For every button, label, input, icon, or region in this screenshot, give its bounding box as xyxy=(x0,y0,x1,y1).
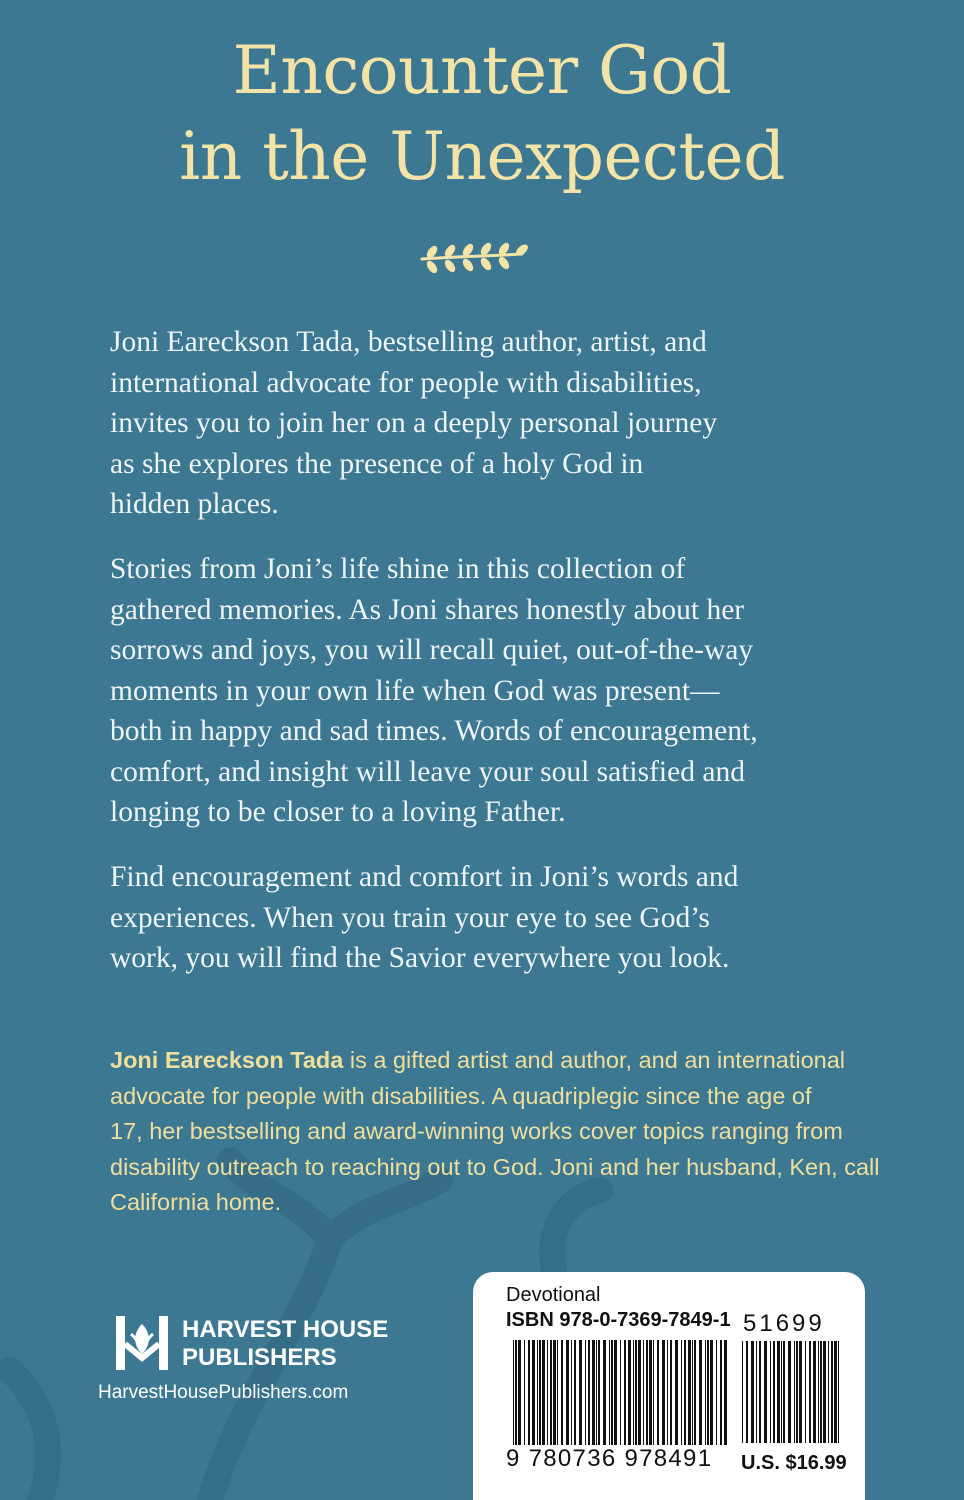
barcode-bar xyxy=(809,1341,811,1443)
barcode-bar xyxy=(598,1340,600,1445)
barcode-bar xyxy=(653,1340,654,1445)
barcode-bar xyxy=(823,1341,826,1443)
barcode-bar xyxy=(566,1340,569,1445)
bio-line: disability outreach to reaching out to God. Joni and her husband, Ken, call xyxy=(110,1153,880,1180)
book-title xyxy=(0,28,964,200)
barcode-bar xyxy=(788,1341,791,1443)
barcode-bar xyxy=(611,1340,613,1445)
barcode-bar xyxy=(542,1340,545,1445)
barcode-bar xyxy=(553,1340,556,1445)
barcode-bar xyxy=(831,1341,833,1443)
barcode-bar xyxy=(603,1340,606,1445)
blurb-line: moments in your own life when God was present— xyxy=(110,674,720,707)
barcode-bar xyxy=(571,1340,572,1445)
barcode-bar xyxy=(756,1341,757,1443)
barcode-bar xyxy=(707,1340,709,1445)
barcode-bar xyxy=(684,1340,686,1445)
publisher-url: HarvestHousePublishers.com xyxy=(98,1382,349,1403)
barcode-bar xyxy=(633,1340,634,1445)
barcode-bar xyxy=(537,1340,538,1445)
blurb-line: work, you will find the Savior everywhere you look. xyxy=(110,942,730,974)
barcode-bar xyxy=(628,1340,631,1445)
barcode-bar xyxy=(746,1341,748,1443)
barcode-bar xyxy=(834,1341,837,1443)
barcode-bar xyxy=(764,1341,767,1443)
blurb-line: gathered memories. As Joni shares honestly about her xyxy=(110,593,745,626)
bio-line-1-text: is a gifted artist and author, and an international xyxy=(343,1047,846,1073)
barcode-bar xyxy=(649,1340,652,1445)
blurb-line: sorrows and joys, you will recall quiet, out-of-the-way xyxy=(110,634,754,666)
barcode-bar xyxy=(796,1341,798,1443)
blurb-line: both in happy and sad times. Words of encouragement, xyxy=(110,715,758,747)
barcode-bar xyxy=(539,1340,541,1445)
bio-line: 17, her bestselling and award-winning works cover topics ranging from xyxy=(110,1118,843,1144)
barcode-bar xyxy=(620,1340,621,1445)
isbn-number: ISBN 978-0-7369-7849-1 xyxy=(506,1309,731,1331)
barcode-addon-number: 51699 xyxy=(743,1310,825,1337)
barcode-bar xyxy=(670,1340,672,1445)
barcode-bar xyxy=(705,1340,706,1445)
blurb-line: Find encouragement and comfort in Joni’s words and xyxy=(110,861,739,893)
barcode-bar xyxy=(596,1340,597,1445)
barcode-bar xyxy=(588,1340,590,1445)
barcode-bar xyxy=(579,1340,582,1445)
barcode-bar xyxy=(638,1340,641,1445)
barcode-bar xyxy=(592,1340,595,1445)
title-line-1: Encounter God xyxy=(232,32,732,109)
barcode-bar xyxy=(557,1340,558,1445)
blurb-line: hidden places. xyxy=(110,488,279,520)
blurb-line: Stories from Joni’s life shine in this collection of xyxy=(110,553,686,585)
barcode-bar xyxy=(770,1341,771,1443)
book-category: Devotional xyxy=(506,1284,601,1306)
barcode-bar xyxy=(710,1340,713,1445)
barcode-bar xyxy=(720,1340,722,1445)
publisher-name-line-2: PUBLISHERS xyxy=(182,1344,337,1371)
book-price: U.S. $16.99 xyxy=(741,1452,847,1474)
blurb-line: as she explores the presence of a holy God in xyxy=(110,447,644,480)
barcode-bar xyxy=(828,1341,829,1443)
barcode-bar xyxy=(694,1340,696,1445)
publisher-name-line-1: HARVEST HOUSE xyxy=(182,1316,389,1343)
blurb-line: experiences. When you train your eye to see God’s xyxy=(110,901,710,934)
leaf-ornament-icon xyxy=(418,242,528,276)
blurb-line: comfort, and insight will leave your soul satisfied and xyxy=(110,755,745,788)
bio-line: California home. xyxy=(110,1189,282,1215)
barcode-bar xyxy=(667,1340,668,1445)
barcode-bar xyxy=(532,1340,535,1445)
blurb-line: international advocate for people with disabilities, xyxy=(110,366,702,399)
barcode-bar xyxy=(675,1340,678,1445)
barcode-bar xyxy=(614,1340,617,1445)
barcode-bar xyxy=(799,1341,802,1443)
barcode-bar xyxy=(794,1341,795,1443)
barcode-bar xyxy=(515,1340,517,1445)
barcode-bar xyxy=(657,1340,659,1445)
barcode-bar xyxy=(742,1341,743,1443)
barcode-bar xyxy=(781,1341,782,1443)
barcode-bar xyxy=(681,1340,682,1445)
barcode-bar xyxy=(751,1341,754,1443)
bio-line: advocate for people with disabilities. A quadriplegic since the age of xyxy=(110,1082,812,1109)
title-line-2: in the Unexpected xyxy=(179,118,785,195)
barcode-bar xyxy=(759,1341,761,1443)
barcode-bar xyxy=(518,1340,521,1445)
barcode-bar xyxy=(624,1340,626,1445)
barcode-bar xyxy=(574,1340,576,1445)
barcode-bar xyxy=(643,1340,644,1445)
barcode-bar xyxy=(688,1340,691,1445)
author-bio xyxy=(110,1043,880,1221)
barcode-bar xyxy=(813,1341,816,1443)
barcode-bar xyxy=(635,1340,637,1445)
barcode-bar xyxy=(524,1340,525,1445)
barcode-bar xyxy=(777,1341,780,1443)
barcode-bar xyxy=(662,1340,665,1445)
barcode-label xyxy=(473,1272,865,1500)
barcode-bar xyxy=(818,1341,819,1443)
publisher-name xyxy=(182,1316,388,1372)
barcode-bar xyxy=(513,1340,514,1445)
blurb-paragraph-3 xyxy=(110,857,870,979)
barcode-bar xyxy=(716,1340,717,1445)
blurb-line: invites you to join her on a deeply personal journey xyxy=(110,407,718,439)
price-barcode xyxy=(742,1341,842,1443)
barcode-bar xyxy=(699,1340,702,1445)
barcode-bar xyxy=(773,1341,775,1443)
blurb-line: longing to be closer to a loving Father. xyxy=(110,796,566,828)
barcode-bar xyxy=(838,1341,839,1443)
barcode-bar xyxy=(609,1340,610,1445)
barcode-bar xyxy=(528,1340,530,1445)
author-name: Joni Eareckson Tada xyxy=(110,1047,344,1073)
barcode-bar xyxy=(561,1340,563,1445)
barcode-bar xyxy=(547,1340,548,1445)
isbn-barcode xyxy=(513,1340,728,1445)
bio-line xyxy=(110,1043,870,1079)
barcode-bar xyxy=(783,1341,785,1443)
barcode-bar xyxy=(692,1340,693,1445)
barcode-bar xyxy=(550,1340,552,1445)
barcode-bar xyxy=(805,1341,806,1443)
blurb-line: Joni Eareckson Tada, bestselling author, artist, and xyxy=(110,326,707,358)
barcode-bar xyxy=(646,1340,648,1445)
blurb-paragraph-2 xyxy=(110,549,870,833)
blurb-paragraph-1 xyxy=(110,322,870,525)
barcode-bar xyxy=(724,1340,727,1445)
barcode-bar xyxy=(820,1341,822,1443)
barcode-digits: 9 780736 978491 xyxy=(506,1445,713,1472)
harvest-house-logo-icon xyxy=(114,1314,170,1372)
barcode-bar xyxy=(585,1340,586,1445)
